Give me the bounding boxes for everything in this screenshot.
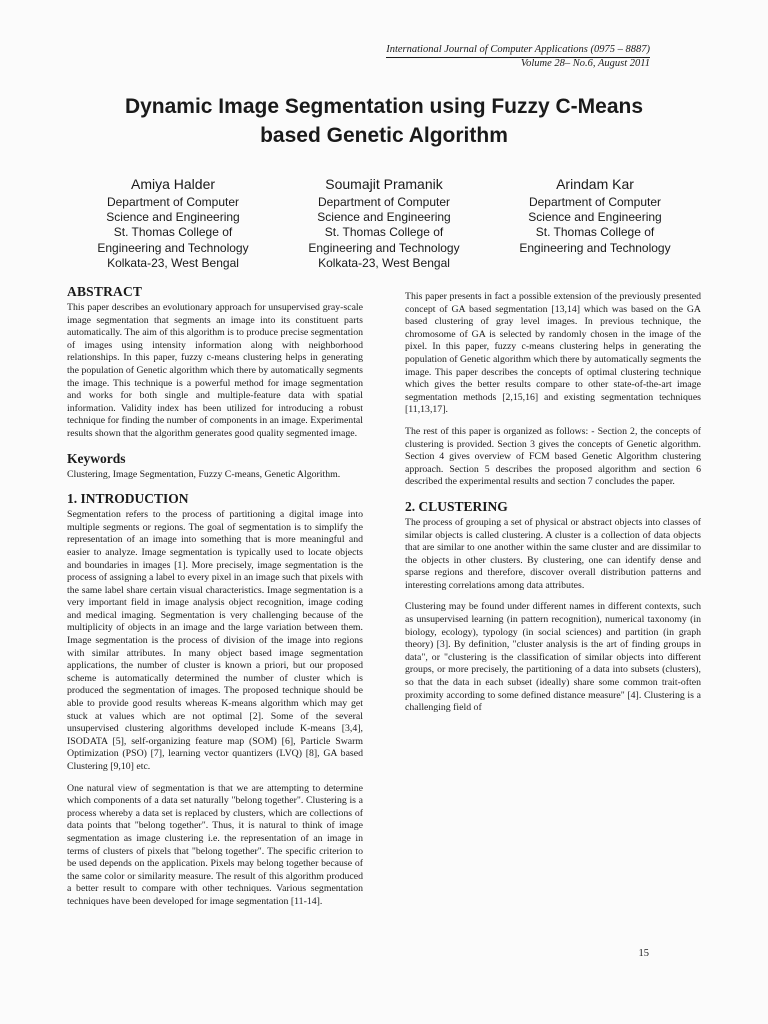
introduction-heading: 1. INTRODUCTION bbox=[67, 491, 189, 507]
intro-paragraph-3: This paper presents in fact a possible extension of the previously presented concept of GA based segmentation [13,14] which was based on the GA based clustering of gray level images. In previous technique, the chromosome of GA is selected by randomly chosen in the image of the pixel. In this paper, fuzzy c-means clustering helps in generating the population of Genetic algorithm which there by automatically segments the image. This paper describes the concepts of optimal clustering technique which gives the better results compare to other state-of-the-art image segmentation methods [2,15,16] and existing segmentation techniques [11,13,17]. bbox=[405, 291, 701, 416]
author-affiliation: St. Thomas College of bbox=[324, 225, 444, 240]
clustering-paragraph-1: The process of grouping a set of physical or abstract objects into classes of similar objects is called clustering. A cluster is a collection of data objects that are similar to one another within the same cluster and are dissimilar to the objects in other clusters. By clustering, one can identify dense and sparse regions and therefore, discover overall distribution patterns and interesting correlations among data attributes. bbox=[405, 516, 701, 591]
abstract-text: This paper describes an evolutionary approach for unsupervised gray-scale image segmentation that segments an image into its constituent parts automatically. The aim of this algorithm is to produce precise segmentation of images using intensity information along with neighborhood relationships. In this paper, fuzzy c-means clustering helps in generating the population of Genetic algorithm which there by automatically segments the image. This technique is a powerful method for image segmentation and works for both single and multiple-feature data with spatial information. Validity index has been utilized for introducing a robust technique for finding the number of components in an image. Experimental results shown that the algorithm generates good quality segmented image. bbox=[67, 302, 363, 439]
author-name: Arindam Kar bbox=[556, 176, 634, 192]
author-affiliation: Engineering and Technology bbox=[519, 240, 671, 255]
author-affiliation: Department of Computer bbox=[528, 195, 662, 209]
keywords-heading: Keywords bbox=[67, 450, 126, 466]
journal-volume: Volume 28– No.6, August 2011 bbox=[520, 57, 650, 69]
author-affiliation: Science and Engineering bbox=[106, 210, 240, 225]
clustering-heading: 2. CLUSTERING bbox=[405, 498, 508, 514]
author-2 bbox=[279, 174, 489, 271]
journal-header bbox=[386, 44, 650, 70]
title-line-2: based Genetic Algorithm bbox=[260, 124, 508, 147]
author-affiliation: Science and Engineering bbox=[317, 210, 451, 225]
author-block bbox=[68, 174, 700, 271]
right-column bbox=[405, 291, 701, 724]
author-affiliation: Engineering and Technology bbox=[308, 240, 460, 255]
author-affiliation: Kolkata-23, West Bengal bbox=[318, 255, 450, 270]
author-affiliation: Department of Computer bbox=[106, 195, 240, 209]
author-name: Amiya Halder bbox=[130, 176, 216, 192]
page-number: 15 bbox=[638, 948, 649, 959]
author-affiliation: Science and Engineering bbox=[528, 210, 662, 225]
title-line-1: Dynamic Image Segmentation using Fuzzy C-Means bbox=[124, 95, 644, 118]
intro-paragraph-1: Segmentation refers to the process of partitioning a digital image into multiple segments or regions. The goal of segmentation is to simplify the representation of an image into something that is more meaningful and easier to analyze. Image segmentation is typically used to locate objects and boundaries in images [1]. More precisely, image segmentation is the process of assigning a label to every pixel in an image such that pixels with the same label share certain visual characteristics. Image segmentation is a very important field in image analysis object recognition, image coding and medical imaging. Segmentation is very challenging because of the multiplicity of objects in an image and the large variation between them. Image segmentation is the process of division of the image into regions with similar attributes. In many object based image segmentation applications, the number of cluster is known a priori, but our proposed scheme is automatically determined the number of cluster which is produced the segmentation of images. The proposed technique should be able to provide good results whereas K-means algorithm which may get stuck at values which are not optimal [2]. Some of the several unsupervised clustering algorithms developed include K-means [3,4], ISODATA [5], self-organizing feature map (SOM) [6], Particle Swarm Optimization (PSO) [7], learning vector quantizers (LVQ) [8], GA based Clustering [9,10] etc. bbox=[67, 509, 363, 772]
intro-paragraph-2: One natural view of segmentation is that we are attempting to determine which components of a data set naturally "belong together". Clustering is a process whereby a data set is replaced by clusters, which are collections of data points that "belong together". Thus, it is natural to think of image segmentation as image clustering i.e. the representation of an image in terms of clusters of pixels that "belong together". The specific criterion to be used depends on the application. Pixels may belong together because of the same color or similarity measure. The result of this algorithm produced a better result to compare with other techniques. Various segmentation techniques have been developed for image segmentation [11-14]. bbox=[67, 782, 363, 907]
intro-paragraph-4: The rest of this paper is organized as follows: - Section 2, the concepts of clustering is provided. Section 3 gives the concepts of Genetic algorithm. Section 4 gives overview of FCM based Genetic Algorithm clustering approach. Section 5 describes the proposed algorithm and section 6 described the experimental results and section 7 concludes the paper. bbox=[405, 425, 701, 488]
paper-title bbox=[60, 92, 708, 150]
author-affiliation: St. Thomas College of bbox=[535, 225, 655, 240]
abstract-heading: ABSTRACT bbox=[67, 284, 143, 299]
author-affiliation: Kolkata-23, West Bengal bbox=[107, 255, 239, 270]
author-affiliation: Engineering and Technology bbox=[97, 240, 249, 255]
author-1 bbox=[68, 174, 278, 271]
author-name: Soumajit Pramanik bbox=[325, 176, 443, 192]
keywords-text: Clustering, Image Segmentation, Fuzzy C-means, Genetic Algorithm. bbox=[67, 468, 341, 480]
author-affiliation: St. Thomas College of bbox=[113, 225, 233, 240]
author-3 bbox=[490, 174, 700, 271]
author-affiliation: Department of Computer bbox=[317, 195, 451, 209]
clustering-paragraph-2: Clustering may be found under different names in different contexts, such as unsupervised learning (in pattern recognition), numerical taxonomy (in biology, ecology), typology (in social sciences) and partition (in graph theory) [3]. By definition, "cluster analysis is the art of finding groups in data", or "clustering is the classification of similar objects into different groups, or more precisely, the partitioning of a data into subsets (clusters), so that the data in each subset (ideally) share some common trait-often proximity according to some defined distance measure" [4]. Clustering is a challenging field of bbox=[405, 601, 701, 714]
left-column bbox=[67, 284, 363, 909]
journal-name: International Journal of Computer Applications (0975 – 8887) bbox=[386, 44, 650, 58]
